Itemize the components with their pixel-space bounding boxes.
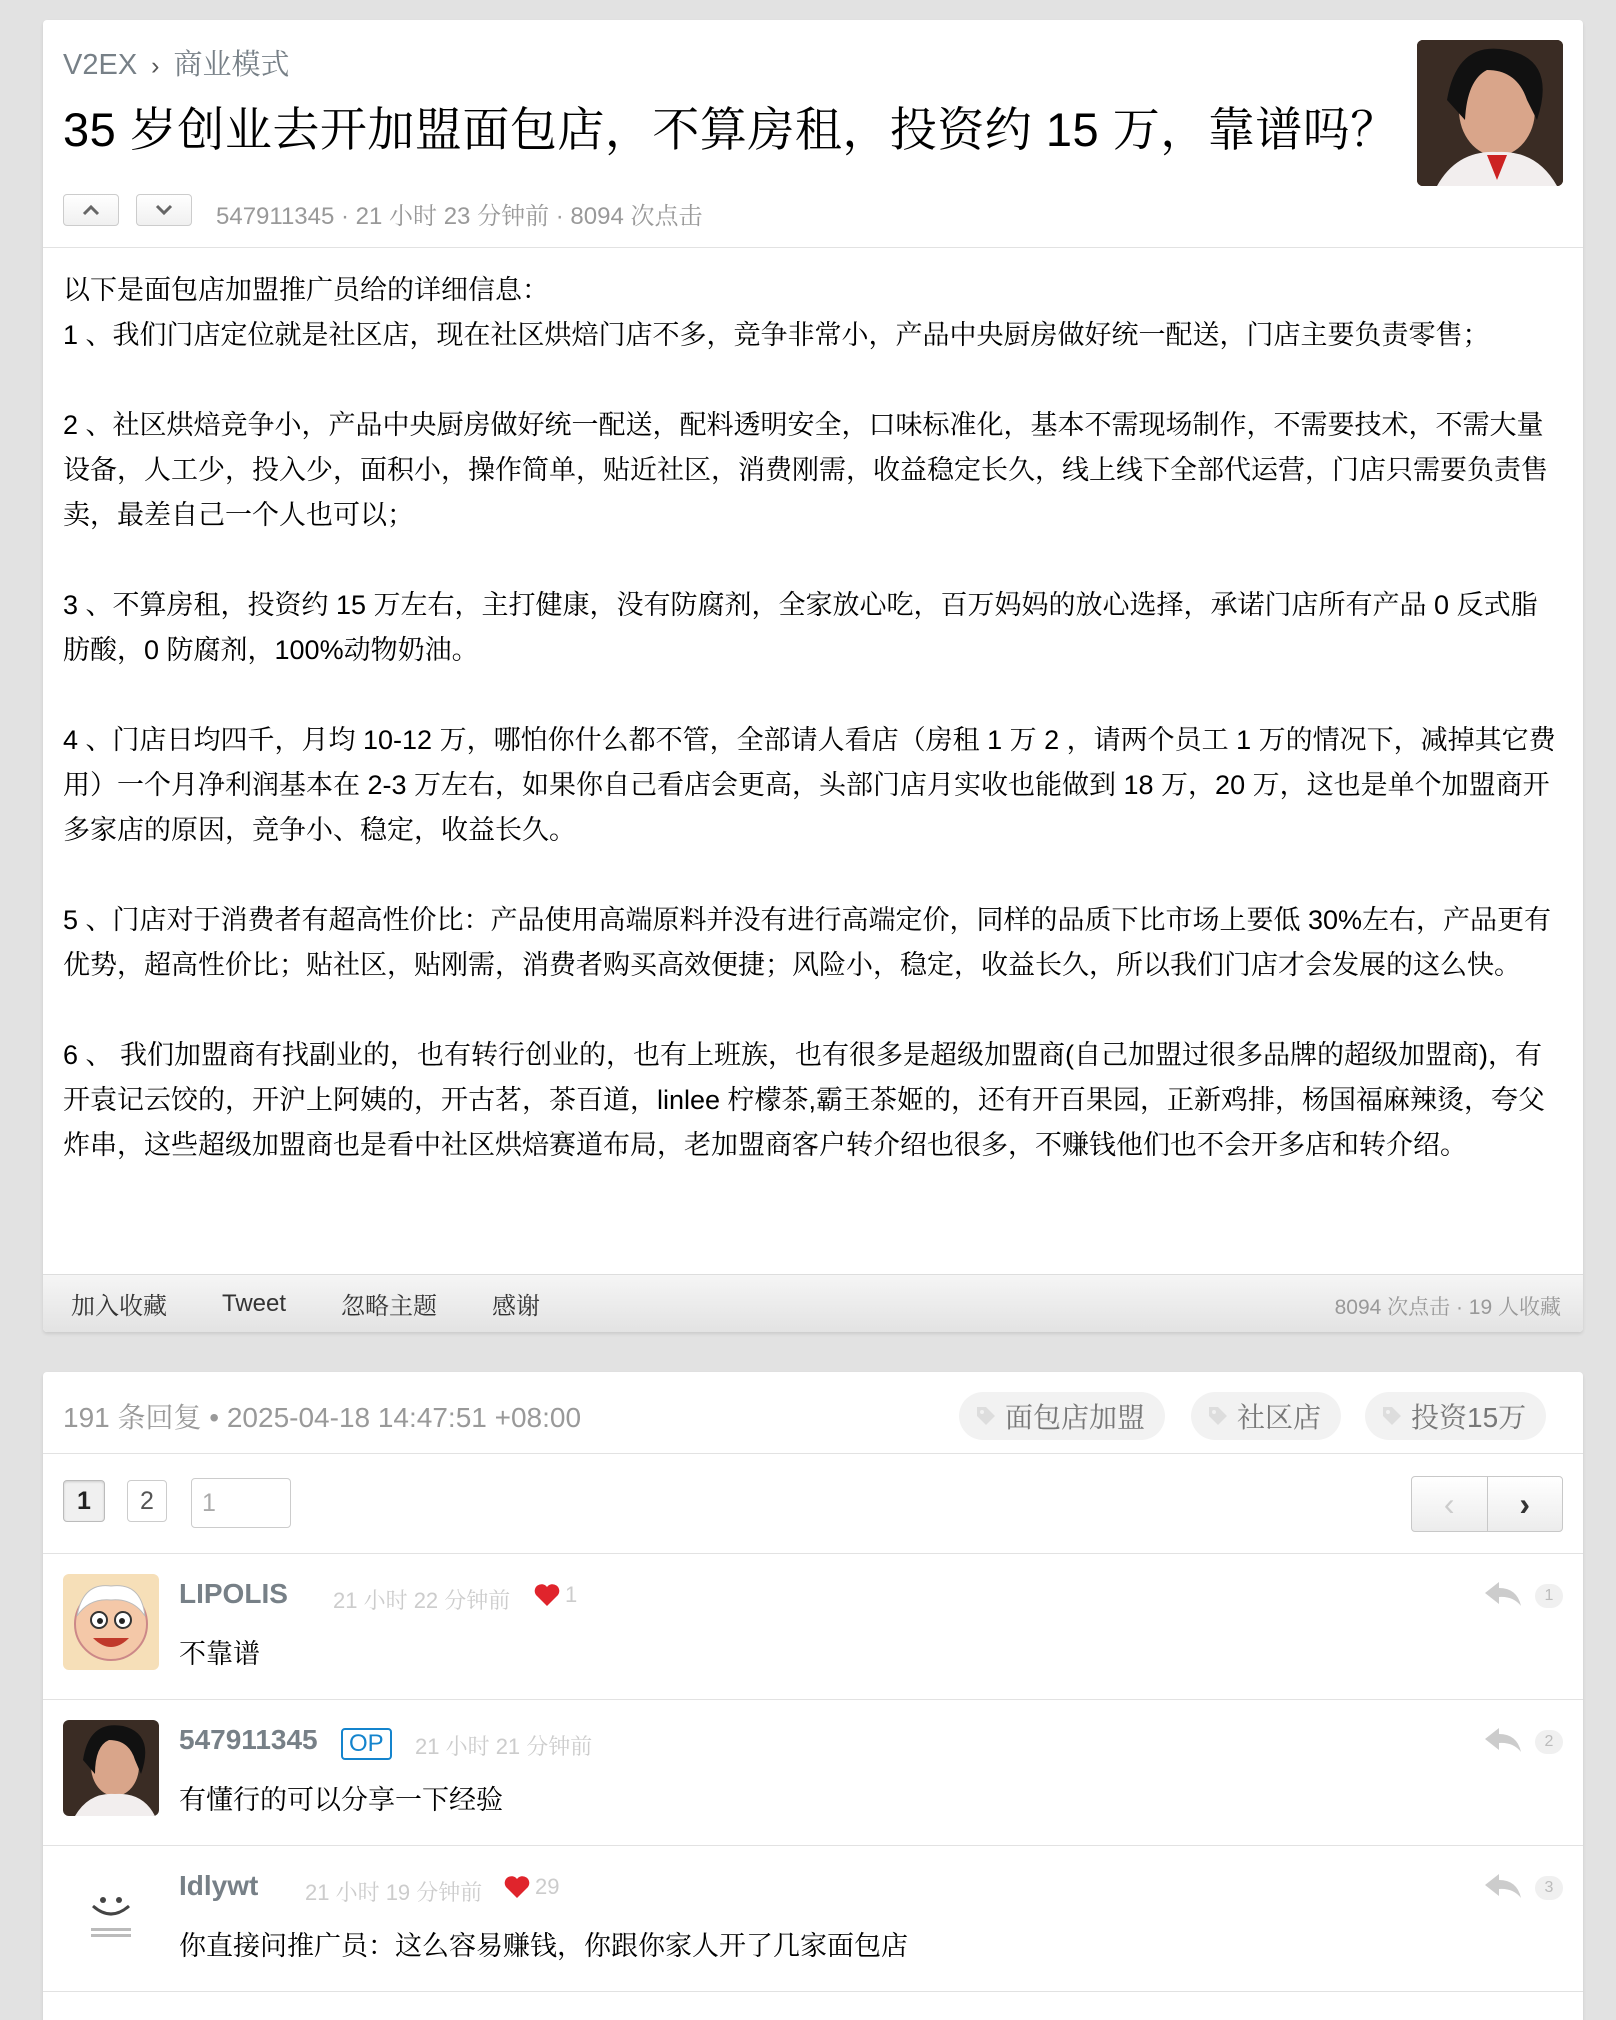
reply-username[interactable]: Idlywt xyxy=(179,1870,259,1901)
reply-text: 不靠谱 xyxy=(179,1639,260,1669)
reply-button[interactable] xyxy=(1483,1726,1523,1761)
chevron-up-icon xyxy=(82,204,100,216)
reply-time: 21 小时 19 分钟前 xyxy=(305,1880,483,1905)
author-avatar[interactable] xyxy=(1417,40,1563,186)
tag-label: 社区店 xyxy=(1237,1402,1322,1433)
replies-box xyxy=(43,1372,1583,2020)
page-1-button[interactable]: 1 xyxy=(63,1480,105,1522)
content-paragraph: 2 、社区烘焙竞争小，产品中央厨房做好统一配送，配料透明安全，口味标准化，基本不需现场制作，不需要技术，不需大量设备，人工少，投入少，面积小，操作简单，贴近社区，消费刚需，收益稳定长久，线上线下全部代运营，门店只需要负责售卖，最差自己一个人也可以； xyxy=(63,410,1548,530)
topic-box xyxy=(43,20,1583,1332)
next-page-button[interactable]: › xyxy=(1487,1477,1563,1531)
favorite-button[interactable]: 加入收藏 xyxy=(71,1293,167,1320)
topic-meta: 547911345 · 21 小时 23 分钟前 · 8094 次点击 xyxy=(216,203,703,230)
tag-label: 面包店加盟 xyxy=(1005,1402,1146,1433)
reply-time: 21 小时 21 分钟前 xyxy=(415,1734,593,1759)
tag-icon xyxy=(975,1405,997,1427)
content-paragraph: 5 、门店对于消费者有超高性价比：产品使用高端原料并没有进行高端定价，同样的品质下比市场上要低 30%左右，产品更有优势，超高性价比；贴社区，贴刚需，消费者购买高效便捷；风险小，稳定，收益长久，所以我们门店才会发展的这么快。 xyxy=(63,905,1552,980)
reply-avatar[interactable] xyxy=(63,1720,159,1816)
reply-avatar[interactable] xyxy=(63,1574,159,1670)
reply-text: 有懂行的可以分享一下经验 xyxy=(179,1785,503,1815)
tag-icon xyxy=(1381,1405,1403,1427)
replies-header xyxy=(43,1372,1583,1454)
breadcrumb-node-link[interactable]: 商业模式 xyxy=(173,49,290,81)
reply-arrow-icon xyxy=(1483,1580,1523,1610)
reply-username[interactable]: 547911345 xyxy=(179,1724,318,1755)
breadcrumb-home-link[interactable]: V2EX xyxy=(63,49,138,81)
reply-button[interactable] xyxy=(1483,1872,1523,1907)
content-paragraph: 3 、不算房租，投资约 15 万左右，主打健康，没有防腐剂，全家放心吃，百万妈妈的放心选择，承诺门店所有产品 0 反式脂肪酸，0 防腐剂，100%动物奶油。 xyxy=(63,590,1538,665)
topic-content xyxy=(63,268,1563,1213)
reply-time: 21 小时 22 分钟前 xyxy=(333,1588,511,1613)
tag-community-store[interactable] xyxy=(1191,1392,1341,1440)
pager xyxy=(43,1454,1583,1554)
reply-arrow-icon xyxy=(1483,1872,1523,1902)
like-count: 1 xyxy=(565,1582,578,1607)
reply-floor-number: 3 xyxy=(1535,1876,1563,1900)
thanks-button[interactable]: 感谢 xyxy=(492,1293,541,1320)
reply-avatar[interactable] xyxy=(63,1866,159,1962)
reply-text: 你直接问推广员：这么容易赚钱，你跟你家人开了几家面包店 xyxy=(179,1931,908,1961)
content-paragraph: 4 、门店日均四千，月均 10-12 万，哪怕你什么都不管，全部请人看店（房租 1 万 2 ，请两个员工 1 万的情况下，减掉其它费用）一个月净利润基本在 2-3 万左右，如果你自己看店会更高，头部门店月实收也能做到 18 万，20 万，这也是单个加盟商开多家店的原因，竞争小、稳定，收益长久。 xyxy=(63,725,1556,845)
reply-item xyxy=(43,1846,1583,1992)
tweet-button[interactable]: Tweet xyxy=(222,1289,287,1317)
page-jump-input[interactable] xyxy=(191,1478,291,1528)
chevron-down-icon xyxy=(155,204,173,216)
breadcrumb xyxy=(63,42,290,83)
content-paragraph: 以下是面包店加盟推广员给的详细信息： xyxy=(63,275,549,305)
topic-toolbar xyxy=(43,1274,1583,1332)
content-paragraph: 1 、我们门店定位就是社区店，现在社区烘焙门店不多，竞争非常小，产品中央厨房做好统一配送，门店主要负责零售； xyxy=(63,320,1490,350)
prev-page-button[interactable]: ‹ xyxy=(1443,1485,1455,1522)
topic-title: 35 岁创业去开加盟面包店，不算房租，投资约 15 万，靠谱吗？ xyxy=(63,103,1398,156)
pager-nav xyxy=(1411,1476,1563,1532)
op-badge: OP xyxy=(341,1728,392,1760)
like-count: 29 xyxy=(535,1874,560,1899)
reply-floor-number: 2 xyxy=(1535,1730,1563,1754)
reply-username[interactable]: LIPOLIS xyxy=(179,1578,288,1609)
reply-floor-number: 1 xyxy=(1535,1584,1563,1608)
ignore-topic-button[interactable]: 忽略主题 xyxy=(341,1293,438,1320)
reply-summary: 191 条回复 • 2025-04-18 14:47:51 +08:00 xyxy=(63,1402,582,1433)
topic-header xyxy=(43,20,1583,248)
heart-icon xyxy=(533,1582,561,1608)
reply-item xyxy=(43,1700,1583,1846)
reply-likes xyxy=(503,1874,559,1900)
vote-down-button[interactable] xyxy=(136,194,192,226)
topic-stats: 8094 次点击 · 19 人收藏 xyxy=(1334,1296,1561,1319)
reply-likes xyxy=(533,1582,577,1608)
reply-item xyxy=(43,1554,1583,1700)
breadcrumb-separator: › xyxy=(151,52,160,80)
vote-up-button[interactable] xyxy=(63,194,119,226)
tag-investment[interactable] xyxy=(1365,1392,1546,1440)
page-2-button[interactable]: 2 xyxy=(127,1480,167,1522)
content-paragraph: 6 、 我们加盟商有找副业的，也有转行创业的，也有上班族，也有很多是超级加盟商(自己加盟过很多品牌的超级加盟商)，有开袁记云饺的，开沪上阿姨的，开古茗，茶百道，linlee 柠檬茶,霸王茶姬的，还有开百果园，正新鸡排，杨国福麻辣烫，夸父炸串，这些超级加盟商也是看中社区烘焙赛道布局，老加盟商客户转介绍也很多，不赚钱他们也不会开多店和转介绍。 xyxy=(63,1040,1546,1160)
tag-bread-franchise[interactable] xyxy=(959,1392,1165,1440)
heart-icon xyxy=(503,1874,531,1900)
reply-arrow-icon xyxy=(1483,1726,1523,1756)
tag-label: 投资15万 xyxy=(1411,1402,1527,1433)
tag-icon xyxy=(1207,1405,1229,1427)
reply-button[interactable] xyxy=(1483,1580,1523,1615)
